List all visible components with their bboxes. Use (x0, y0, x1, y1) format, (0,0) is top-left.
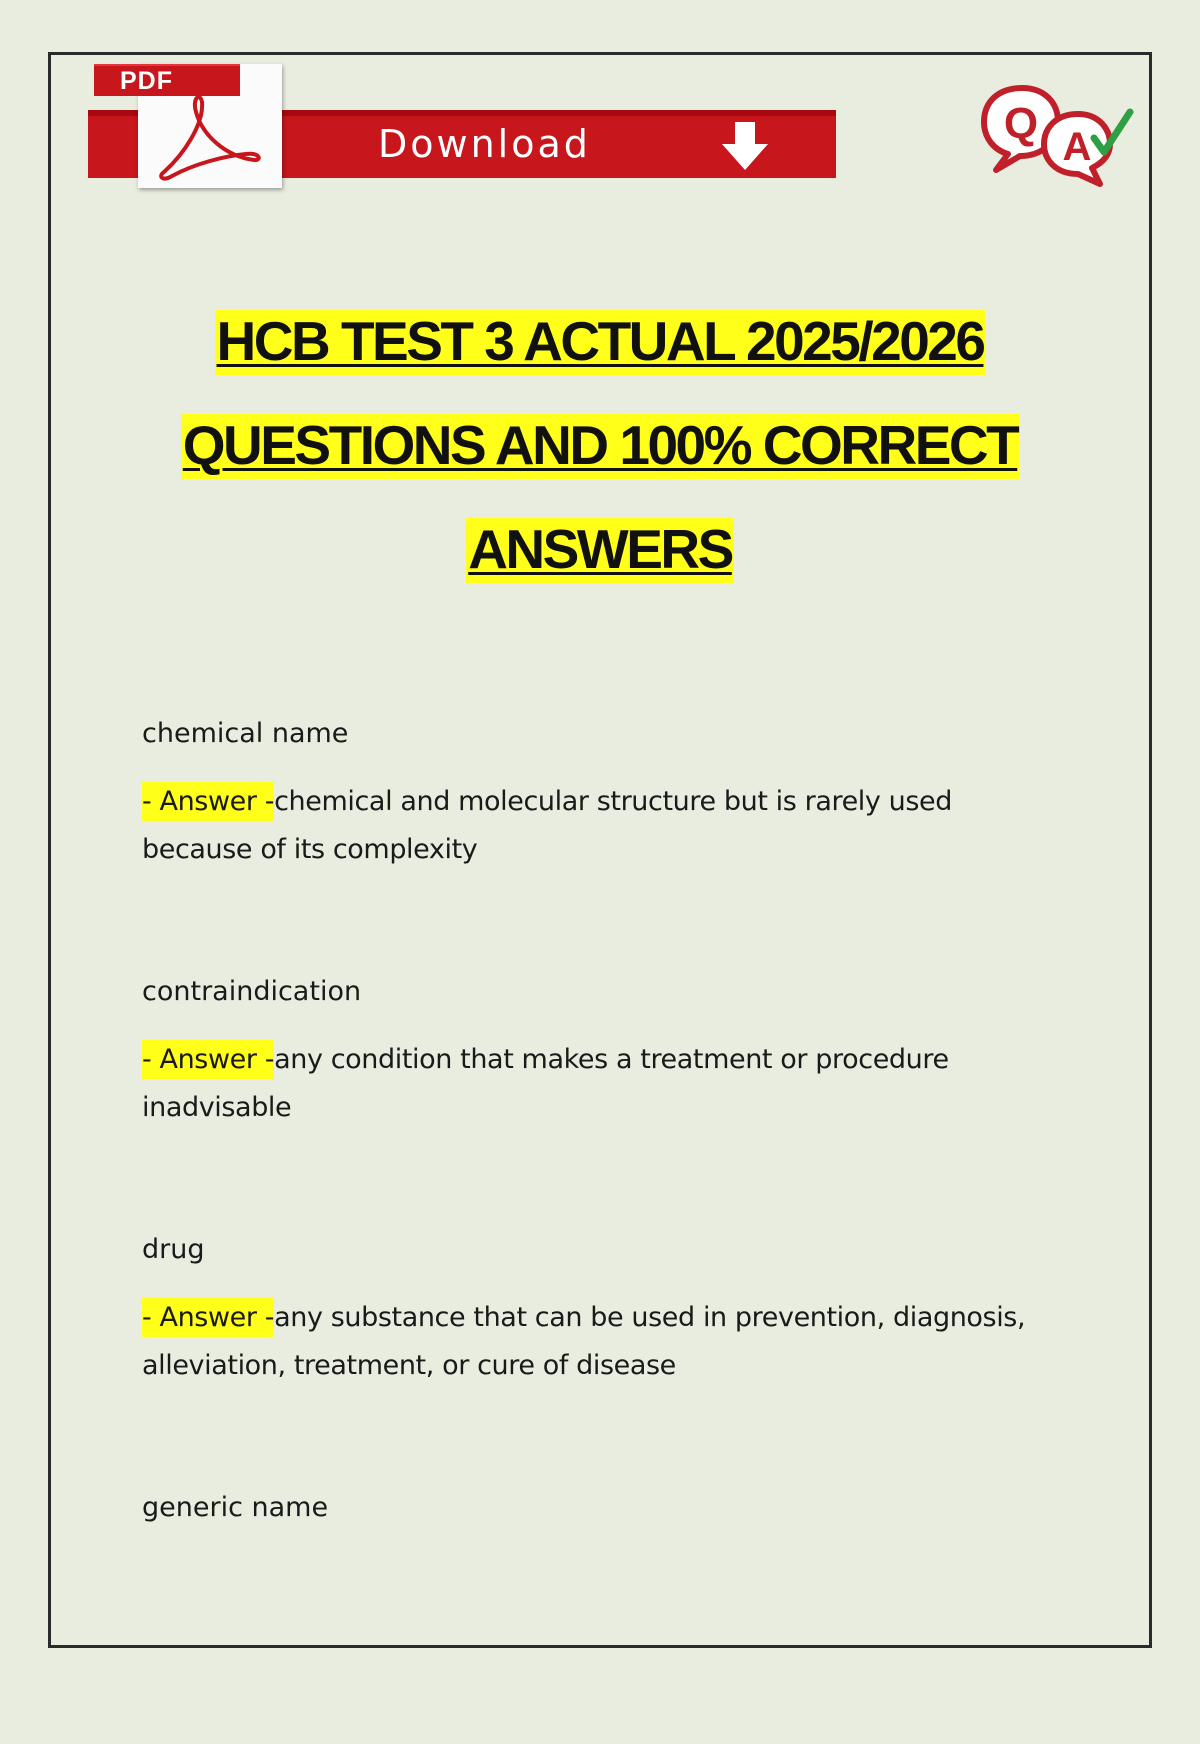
answer-text (142, 1036, 1062, 1132)
answer-body: any substance that can be used in prevention, diagnosis, alleviation, treatment, or cure of disease (142, 1302, 1026, 1381)
document-title (60, 310, 1140, 622)
down-arrow-icon (718, 118, 772, 174)
qa-item (142, 1228, 1062, 1486)
qa-logo-q: Q (1003, 99, 1039, 148)
answer-body: chemical and molecular structure but is rarely used because of its complexity (142, 786, 952, 865)
title-line-1: HCB TEST 3 ACTUAL 2025/2026 (215, 310, 986, 375)
acrobat-pdf-icon (154, 94, 264, 184)
qa-list (142, 712, 1062, 1744)
answer-text (142, 778, 1062, 874)
title-line-3: ANSWERS (466, 518, 734, 583)
title-line-2: QUESTIONS AND 100% CORRECT (181, 414, 1020, 479)
answer-tag: - Answer - (142, 1040, 274, 1079)
qa-item (142, 1486, 1062, 1744)
download-label: Download (378, 122, 591, 166)
qa-item (142, 970, 1062, 1228)
pdf-download-banner[interactable] (88, 62, 836, 192)
answer-body: any condition that makes a treatment or procedure inadvisable (142, 1044, 949, 1123)
answer-text (142, 1294, 1062, 1390)
pdf-badge: PDF (94, 64, 240, 96)
qa-logo-icon (978, 80, 1138, 190)
question-term: generic name (142, 1492, 329, 1523)
qa-logo-a: A (1062, 125, 1092, 169)
question-term: contraindication (142, 976, 362, 1007)
question-term: chemical name (142, 718, 349, 749)
qa-item (142, 712, 1062, 970)
answer-tag: - Answer - (142, 782, 274, 821)
answer-tag: - Answer - (142, 1298, 274, 1337)
question-term: drug (142, 1234, 205, 1265)
